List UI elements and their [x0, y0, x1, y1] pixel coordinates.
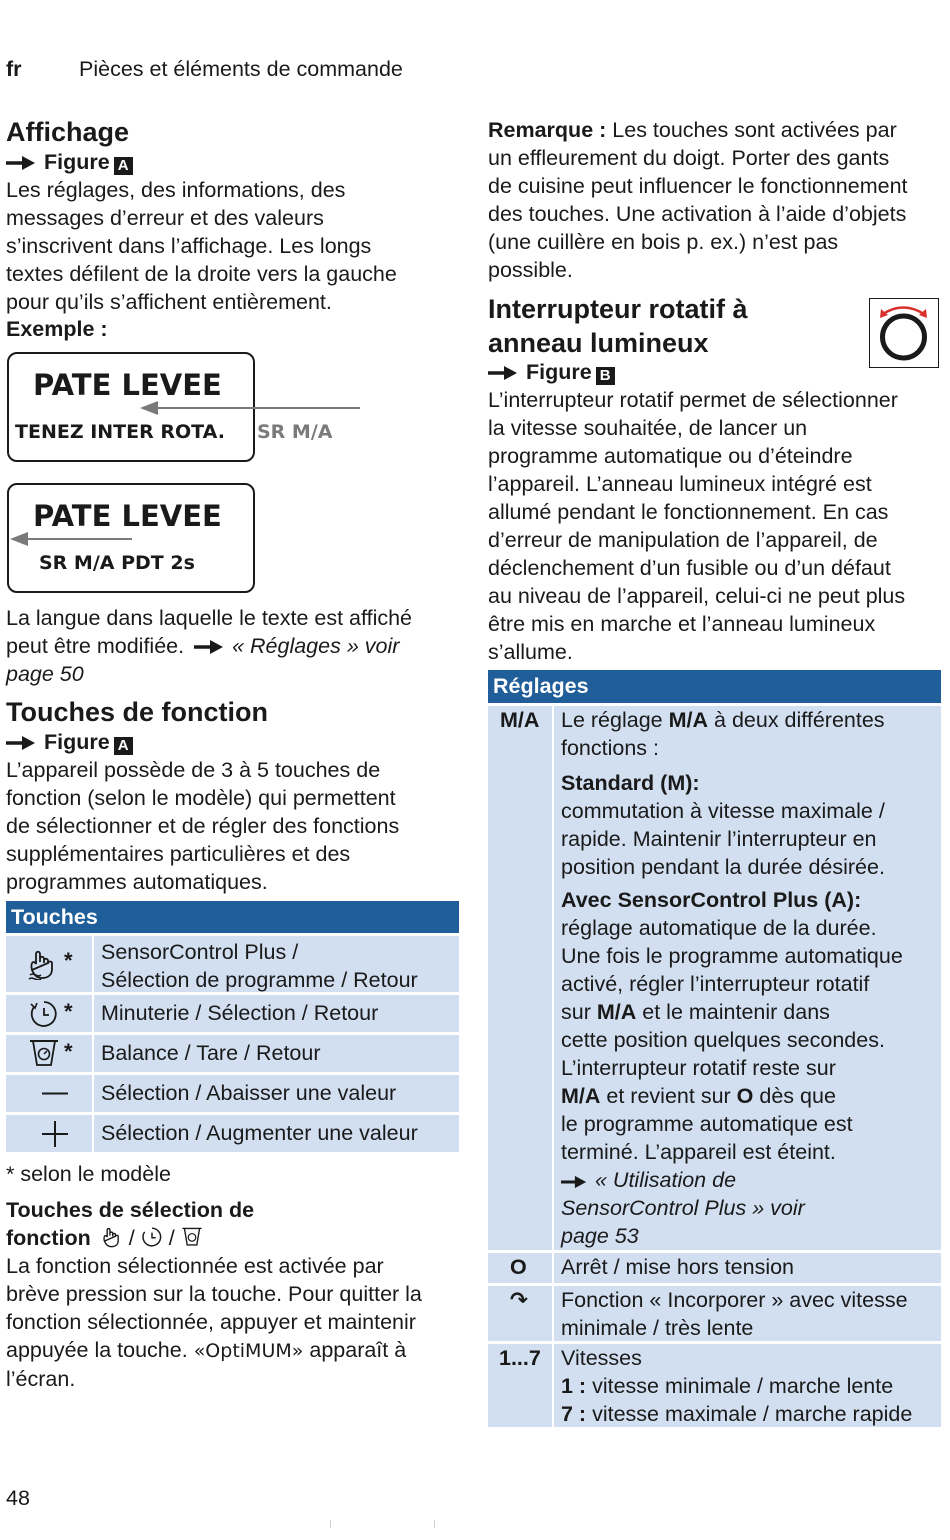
sensorcontrol-icon — [101, 1226, 123, 1248]
scroll-left-arrow-icon — [10, 531, 134, 547]
interrupteur-paragraph — [488, 386, 948, 666]
row-text-line: Minuterie / Sélection / Retour — [101, 1001, 379, 1025]
section-header-title: Pièces et éléments de commande — [79, 57, 403, 81]
rotary-ring-icon — [870, 299, 937, 366]
text-span: 1 : — [561, 1374, 587, 1398]
row-text-line: SensorControl Plus » voir — [561, 1196, 805, 1220]
row-text-line: fonctions : — [561, 736, 659, 760]
stir-icon: ↷ — [510, 1288, 529, 1312]
model-dependent-star: * — [64, 1039, 73, 1064]
text-line: La fonction sélectionnée est activée par — [6, 1254, 384, 1278]
row-text-line — [561, 1400, 941, 1428]
table-row — [554, 1286, 941, 1341]
text-line: s’inscrivent dans l’affichage. Les longs — [6, 234, 372, 258]
text-line: pour qu’ils s’affichent entièrement. — [6, 290, 332, 314]
touches-fonction-heading: Touches de fonction — [6, 697, 268, 727]
text-line: programmes automatiques. — [6, 870, 268, 894]
text-span: et le maintenir dans — [642, 1000, 830, 1024]
text-line — [6, 1336, 461, 1365]
table-row — [554, 1344, 941, 1427]
row-text-line: Sélection / Augmenter une valeur — [101, 1121, 418, 1145]
touches-paragraph — [6, 756, 466, 896]
row-text-line — [561, 998, 941, 1026]
heading-line: anneau lumineux — [488, 328, 709, 358]
table-row — [94, 1035, 459, 1072]
plus-icon — [42, 1121, 68, 1147]
text-line: s’allume. — [488, 640, 573, 664]
sensorcontrol-icon — [28, 948, 58, 980]
heading-line: Interrupteur rotatif à — [488, 294, 748, 324]
setting-key-cell — [488, 1344, 552, 1427]
table-header: Réglages — [488, 670, 941, 703]
display-main-text: PATE LEVEE — [33, 368, 222, 402]
text-span: appuyée la touche. — [6, 1338, 188, 1362]
text-span: « Utilisation de — [595, 1168, 737, 1192]
text-span: M/A — [668, 708, 709, 732]
row-text-line: Arrêt / mise hors tension — [561, 1255, 795, 1279]
separator: / — [128, 1226, 135, 1250]
affichage-heading: Affichage — [6, 117, 130, 147]
example-label: Exemple : — [6, 317, 108, 341]
row-text-line: minimale / très lente — [561, 1316, 754, 1340]
row-text-line: L’interrupteur rotatif reste sur — [561, 1056, 836, 1080]
affichage-figure-ref — [6, 148, 133, 176]
text-line — [488, 116, 948, 144]
model-dependent-star: * — [64, 999, 73, 1024]
display-overflow-text: SR M/A — [257, 421, 333, 443]
text-line: Les réglages, des informations, des — [6, 178, 346, 202]
key-icon-cell — [6, 1115, 92, 1152]
text-line: l’appareil. L’anneau lumineux intégré est — [488, 472, 872, 496]
scale-icon — [28, 1038, 60, 1069]
text-span: vitesse maximale / marche rapide — [592, 1402, 913, 1426]
display-scroll-text: TENEZ INTER ROTA. — [15, 421, 225, 443]
page-number: 48 — [6, 1486, 30, 1510]
text-line — [6, 632, 466, 660]
heading-text: fonction — [6, 1226, 91, 1250]
text-span: dès que — [759, 1084, 836, 1108]
text-line: L’interrupteur rotatif permet de sélectionner — [488, 388, 898, 412]
text-line: fonction sélectionnée, appuyer et maintenir — [6, 1310, 416, 1334]
setting-key: 1...7 — [499, 1346, 541, 1370]
figure-label: Figure — [526, 360, 592, 384]
text-span: vitesse minimale / marche lente — [592, 1374, 894, 1398]
text-span: sur — [561, 1000, 591, 1024]
setting-key-cell — [488, 1253, 552, 1283]
text-span: et revient sur — [606, 1084, 731, 1108]
text-line: L’appareil possède de 3 à 5 touches de — [6, 758, 381, 782]
text-span: à deux différentes — [714, 708, 885, 732]
table-row — [554, 1253, 941, 1283]
language-code: fr — [6, 57, 22, 81]
table-footnote: * selon le modèle — [6, 1162, 171, 1186]
text-line: programme automatique ou d’éteindre — [488, 444, 853, 468]
interrupteur-figure-ref — [488, 358, 615, 386]
row-text-line: Balance / Tare / Retour — [101, 1041, 321, 1065]
row-text-line: Fonction « Incorporer » avec vitesse — [561, 1288, 908, 1312]
separator: / — [168, 1226, 175, 1250]
text-line: textes défilent de la droite vers la gauche — [6, 262, 397, 286]
text-line: déclenchement d’un fusible ou d’un défaut — [488, 556, 891, 580]
text-line: au niveau de l’appareil, celui-ci ne peut plus — [488, 584, 906, 608]
touches-selection-heading — [6, 1196, 254, 1252]
footer-divider — [330, 1520, 331, 1528]
model-dependent-star: * — [64, 948, 73, 973]
text-line: la vitesse souhaitée, de lancer un — [488, 416, 808, 440]
text-span: apparaît à — [309, 1338, 407, 1362]
remarque-note — [488, 116, 948, 284]
touches-selection-paragraph — [6, 1252, 461, 1393]
figure-letter-badge: B — [596, 367, 615, 385]
table-row — [94, 936, 459, 992]
setting-key-cell — [488, 1286, 552, 1341]
row-text-line — [561, 1372, 941, 1400]
scroll-left-arrow-icon — [140, 400, 362, 416]
key-icon-cell — [6, 995, 92, 1032]
text-line: être mis en marche et l’anneau lumineux — [488, 612, 876, 636]
arrow-icon — [6, 735, 36, 751]
touches-figure-ref — [6, 728, 133, 756]
row-text-line: Sélection de programme / Retour — [101, 968, 418, 992]
text-line: supplémentaires particulières et des — [6, 842, 351, 866]
off-symbol: O — [736, 1084, 754, 1108]
arrow-icon — [561, 1175, 587, 1189]
rotary-switch-icon-box — [869, 298, 939, 368]
language-paragraph — [6, 604, 466, 688]
scale-icon — [181, 1226, 203, 1248]
figure-letter-badge: A — [114, 157, 133, 175]
table-row — [94, 1115, 459, 1152]
row-text-line: terminé. L’appareil est éteint. — [561, 1140, 836, 1164]
sensorcontrol-reference-link[interactable] — [561, 1166, 941, 1194]
off-key: O — [510, 1255, 527, 1279]
figure-label: Figure — [44, 150, 110, 174]
row-text-line — [561, 706, 941, 734]
mode-title: Avec SensorControl Plus (A): — [561, 888, 862, 912]
text-span: Le réglage — [561, 708, 663, 732]
text-line: de cuisine peut influencer le fonctionnement — [488, 174, 908, 198]
figure-letter-badge: A — [114, 737, 133, 755]
table-row — [554, 706, 941, 1250]
key-icon-cell — [6, 1075, 92, 1112]
interrupteur-heading — [488, 292, 748, 360]
table-row — [94, 995, 459, 1032]
row-text-line: rapide. Maintenir l’interrupteur en — [561, 827, 877, 851]
timer-icon — [29, 999, 59, 1029]
row-text-line — [561, 1082, 941, 1110]
row-text-line: SensorControl Plus / — [101, 940, 299, 964]
text-line: de sélectionner et de régler des fonctions — [6, 814, 400, 838]
text-span: M/A — [561, 1084, 601, 1108]
text-line: l’écran. — [6, 1367, 76, 1391]
display-scroll-text: SR M/A PDT 2s — [39, 552, 195, 574]
affichage-paragraph — [6, 176, 466, 316]
row-text-line: cette position quelques secondes. — [561, 1028, 885, 1052]
optimum-display-text: «OptiMUM» — [193, 1340, 304, 1362]
setting-key: M/A — [500, 708, 540, 732]
text-line: d’erreur de manipulation de l’appareil, de — [488, 528, 878, 552]
text-line: des touches. Une activation à l’aide d’objets — [488, 202, 907, 226]
footer-divider — [434, 1520, 435, 1528]
row-text-line: commutation à vitesse maximale / — [561, 799, 885, 823]
mode-title: Standard (M): — [561, 771, 700, 795]
timer-icon — [141, 1226, 163, 1248]
arrow-icon — [488, 365, 518, 381]
table-header: Touches — [6, 901, 459, 933]
page-reference: page 53 — [561, 1224, 639, 1248]
key-icon-cell — [6, 1035, 92, 1072]
row-text-line: Vitesses — [561, 1346, 642, 1370]
text-span: peut être modifiée. — [6, 634, 185, 658]
row-text-line: Une fois le programme automatique — [561, 944, 903, 968]
heading-line — [6, 1224, 254, 1252]
text-line: messages d’erreur et des valeurs — [6, 206, 324, 230]
text-line: (une cuillère en bois p. ex.) n’est pas — [488, 230, 839, 254]
figure-label: Figure — [44, 730, 110, 754]
page-reference: page 50 — [6, 662, 84, 686]
key-icon-cell — [6, 936, 92, 992]
setting-key-cell — [488, 706, 552, 1250]
display-main-text: PATE LEVEE — [33, 499, 222, 533]
row-text-line: activé, régler l’interrupteur rotatif — [561, 972, 870, 996]
arrow-icon — [6, 155, 36, 171]
text-line: possible. — [488, 258, 573, 282]
arrow-icon — [194, 639, 224, 655]
text-line: un effleurement du doigt. Porter des gants — [488, 146, 890, 170]
text-line: brève pression sur la touche. Pour quitter la — [6, 1282, 422, 1306]
row-text-line: le programme automatique est — [561, 1112, 853, 1136]
text-line: La langue dans laquelle le texte est affiché — [6, 606, 413, 630]
reglages-reference-link[interactable]: « Réglages » voir — [232, 634, 400, 658]
row-text-line: Sélection / Abaisser une valeur — [101, 1081, 397, 1105]
row-text-line: réglage automatique de la durée. — [561, 916, 877, 940]
minus-icon — [42, 1092, 68, 1095]
table-row — [94, 1075, 459, 1112]
row-text-line: position pendant la durée désirée. — [561, 855, 885, 879]
text-span: 7 : — [561, 1402, 587, 1426]
text-line: fonction (selon le modèle) qui permettent — [6, 786, 396, 810]
text-line: allumé pendant le fonctionnement. En cas — [488, 500, 889, 524]
text-span: M/A — [596, 1000, 637, 1024]
heading-line: Touches de sélection de — [6, 1198, 255, 1222]
note-label: Remarque : — [488, 118, 607, 142]
text-span: Les touches sont activées par — [612, 118, 897, 142]
